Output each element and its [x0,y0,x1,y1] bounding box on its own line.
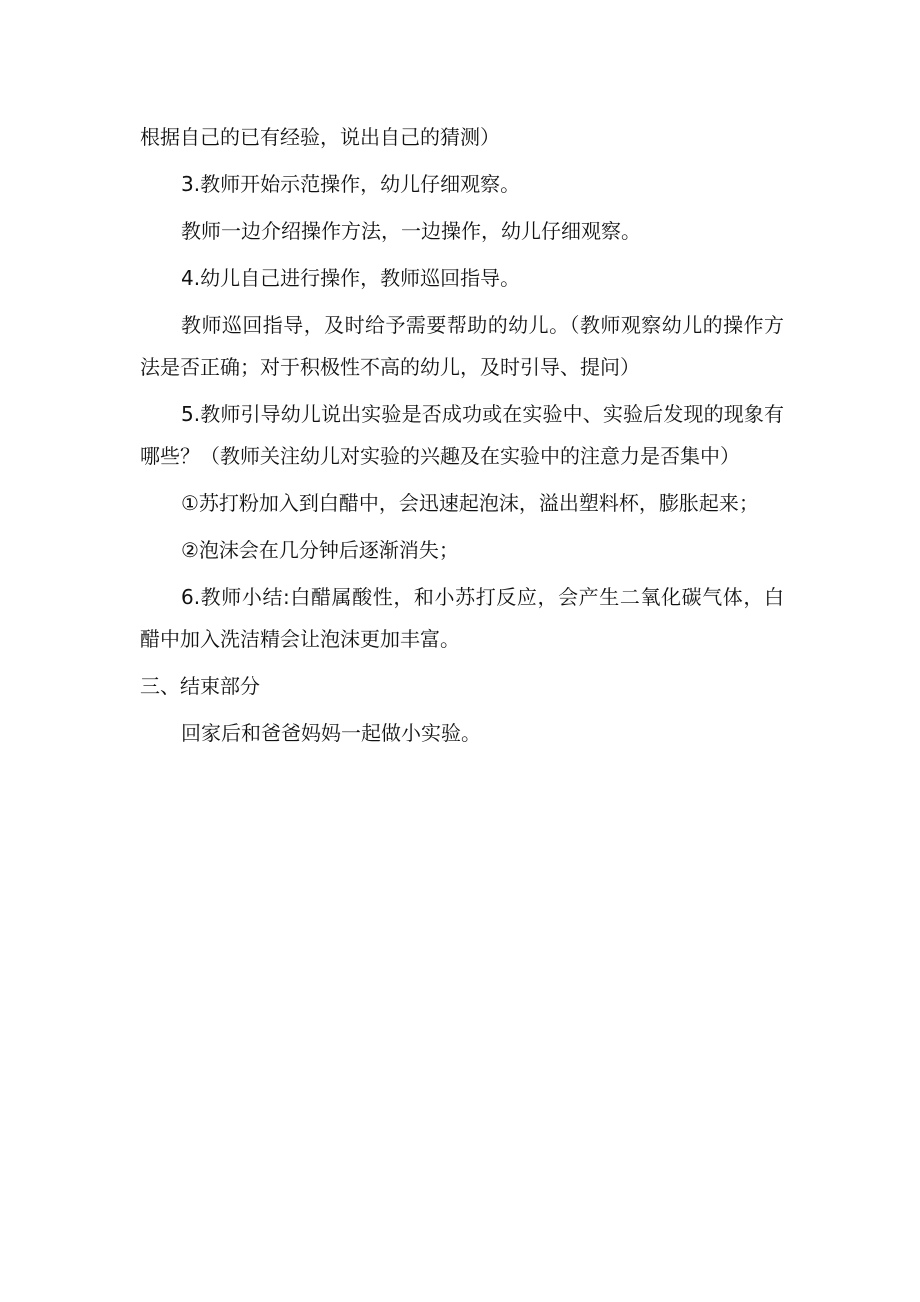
paragraph-ending-activity: 回家后和爸爸妈妈一起做小实验。 [181,721,481,745]
document-body [140,116,784,759]
paragraph-step-3: 3.教师开始示范操作，幼儿仔细观察。 [181,172,521,196]
paragraph-step-4-detail: 教师巡回指导，及时给予需要帮助的幼儿。（教师观察幼儿的操作方法是否正确；对于积极性不高的幼儿，及时引导、提问） [140,313,784,379]
paragraph-step-4: 4.幼儿自己进行操作，教师巡回指导。 [181,266,521,290]
paragraph-step-5: 5.教师引导幼儿说出实验是否成功或在实验中、实验后发现的现象有哪些？（教师关注幼儿对实验的兴趣及在实验中的注意力是否集中） [140,402,784,468]
paragraph-step-3-detail: 教师一边介绍操作方法，一边操作，幼儿仔细观察。 [181,219,641,243]
paragraph-step-6-summary: 6.教师小结:白醋属酸性，和小苏打反应，会产生二氧化碳气体，白醋中加入洗洁精会让泡沫更加丰富。 [140,585,784,651]
section-heading-ending: 三、结束部分 [140,674,260,698]
paragraph-observation-1: ①苏打粉加入到白醋中，会迅速起泡沫，溢出塑料杯，膨胀起来； [181,491,759,515]
paragraph-observation-2: ②泡沫会在几分钟后逐渐消失； [181,538,459,562]
paragraph-continuation: 根据自己的已有经验，说出自己的猜测） [140,125,500,149]
